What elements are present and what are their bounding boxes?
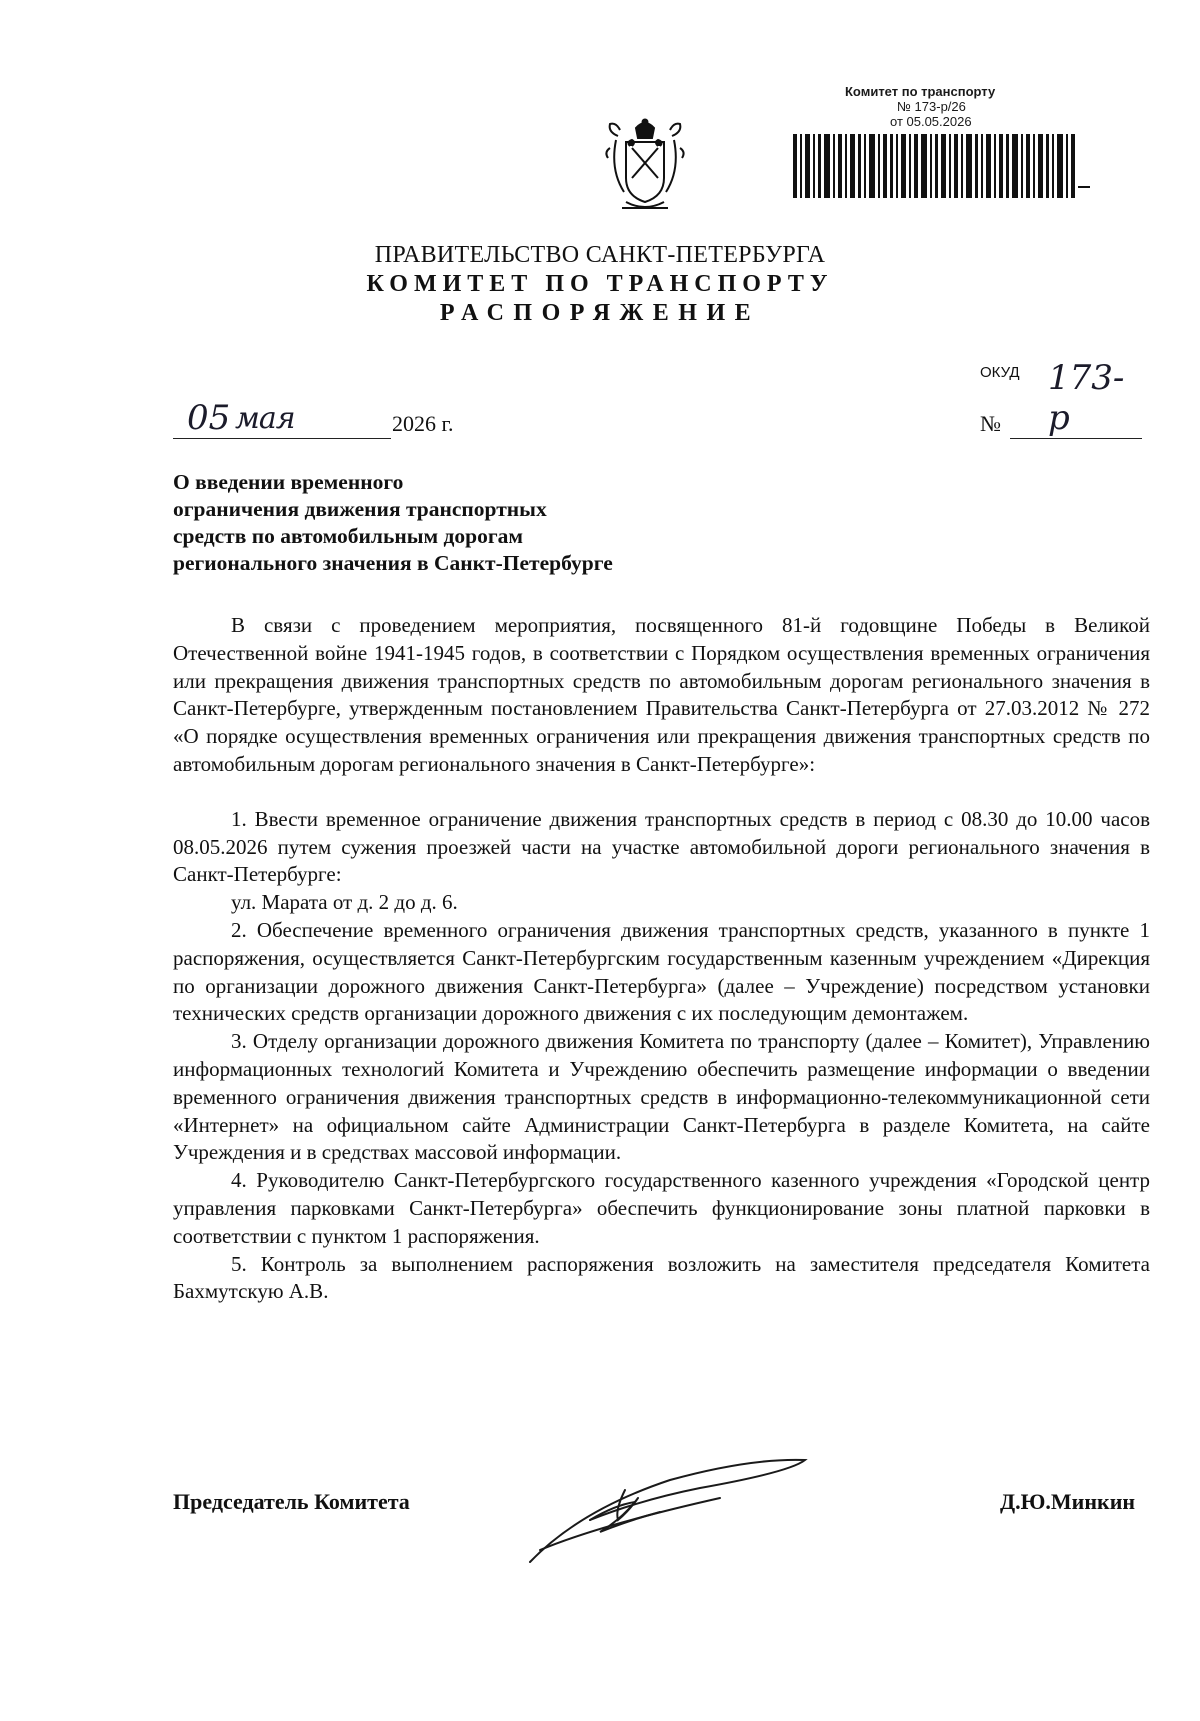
government-heading: ПРАВИТЕЛЬСТВО САНКТ-ПЕТЕРБУРГА xyxy=(374,242,826,268)
document-subject xyxy=(173,469,773,577)
preamble-paragraph: В связи с проведением мероприятия, посвященного 81-й годовщине Победы в Великой Отечественной войне 1941-1945 годов, в соответствии с Порядком осуществления временных ограничения или прекращения движения транспортных средств по автомобильным дорогам регионального значения в Санкт-Петербурге, утвержденным постановлением Правительства Санкт-Петербурга от 27.03.2012 № 272 «О порядке осуществления временных ограничения или прекращения движения транспортных средств по автомобильным дорогам регионального значения в Санкт-Петербурге»: xyxy=(173,613,1150,776)
committee-heading: КОМИТЕТ ПО ТРАНСПОРТУ xyxy=(366,271,834,297)
number-sign: № xyxy=(980,411,1001,436)
coat-of-arms-emblem xyxy=(596,118,694,218)
item-3-paragraph: 3. Отделу организации дорожного движения Комитета по транспорту (далее – Комитет), Управлению информационных технологий Комитета и Учреждению обеспечить размещение информации о введении временного ограничения движения транспортных средств в информационно-телекоммуникационной сети «Интернет» на официальном сайте Администрации Санкт-Петербурга в разделе Комитета, на сайте Учреждения и в средствах массовой информации. xyxy=(173,1029,1150,1165)
signatory-title: Председатель Комитета xyxy=(173,1489,410,1514)
item-5-paragraph: 5. Контроль за выполнением распоряжения возложить на заместителя председателя Комитета Бахмутскую А.В. xyxy=(173,1251,1150,1304)
date-day: 05 xyxy=(187,398,231,438)
date-field xyxy=(173,398,391,439)
signatory-name: Д.Ю.Минкин xyxy=(1000,1489,1136,1514)
number-field xyxy=(1010,358,1142,439)
subject-line: средств по автомобильным дорогам xyxy=(173,524,524,548)
stamp-date: от 05.05.2026 xyxy=(890,114,972,129)
subject-line: регионального значения в Санкт-Петербурге xyxy=(173,551,613,575)
date-year: 2026 г. xyxy=(392,411,454,436)
subject-line: О введении временного xyxy=(173,470,404,494)
item-1-paragraph: 1. Ввести временное ограничение движения транспортных средств в период с 08.30 до 10.00 часов 08.05.2026 путем сужения проезжей части на участке автомобильной дороги регионального значения в Санкт-Петербурге: xyxy=(173,806,1150,887)
okud-label: ОКУД xyxy=(980,364,1020,381)
barcode xyxy=(793,134,1093,202)
subject-line: ограничения движения транспортных xyxy=(173,497,547,521)
date-month: мая xyxy=(235,401,295,436)
document-body xyxy=(173,612,1150,1306)
document-type-heading: РАСПОРЯЖЕНИЕ xyxy=(439,300,761,326)
document-number: 173-р xyxy=(1048,358,1125,438)
handwritten-signature xyxy=(520,1450,820,1570)
item-4-paragraph: 4. Руководителю Санкт-Петербургского государственного казенного учреждения «Городской центр управления парковками Санкт-Петербурга» обеспечить функционирование зоны платной парковки в соответствии с пунктом 1 распоряжения. xyxy=(173,1168,1150,1248)
item-1-street: ул. Марата от д. 2 до д. 6. xyxy=(231,890,458,915)
stamp-number: № 173-р/26 xyxy=(897,99,966,114)
stamp-committee: Комитет по транспорту xyxy=(845,84,996,99)
item-2-paragraph: 2. Обеспечение временного ограничения движения транспортных средств, указанного в пункте 1 распоряжения, осуществляется Санкт-Петербургским государственным казенным учреждением «Дирекция по организации дорожного движения Санкт-Петербурга» (далее – Учреждение) посредством установки технических средств организации дорожного движения с их последующим демонтажем. xyxy=(173,917,1150,1026)
registration-stamp xyxy=(785,84,1085,129)
